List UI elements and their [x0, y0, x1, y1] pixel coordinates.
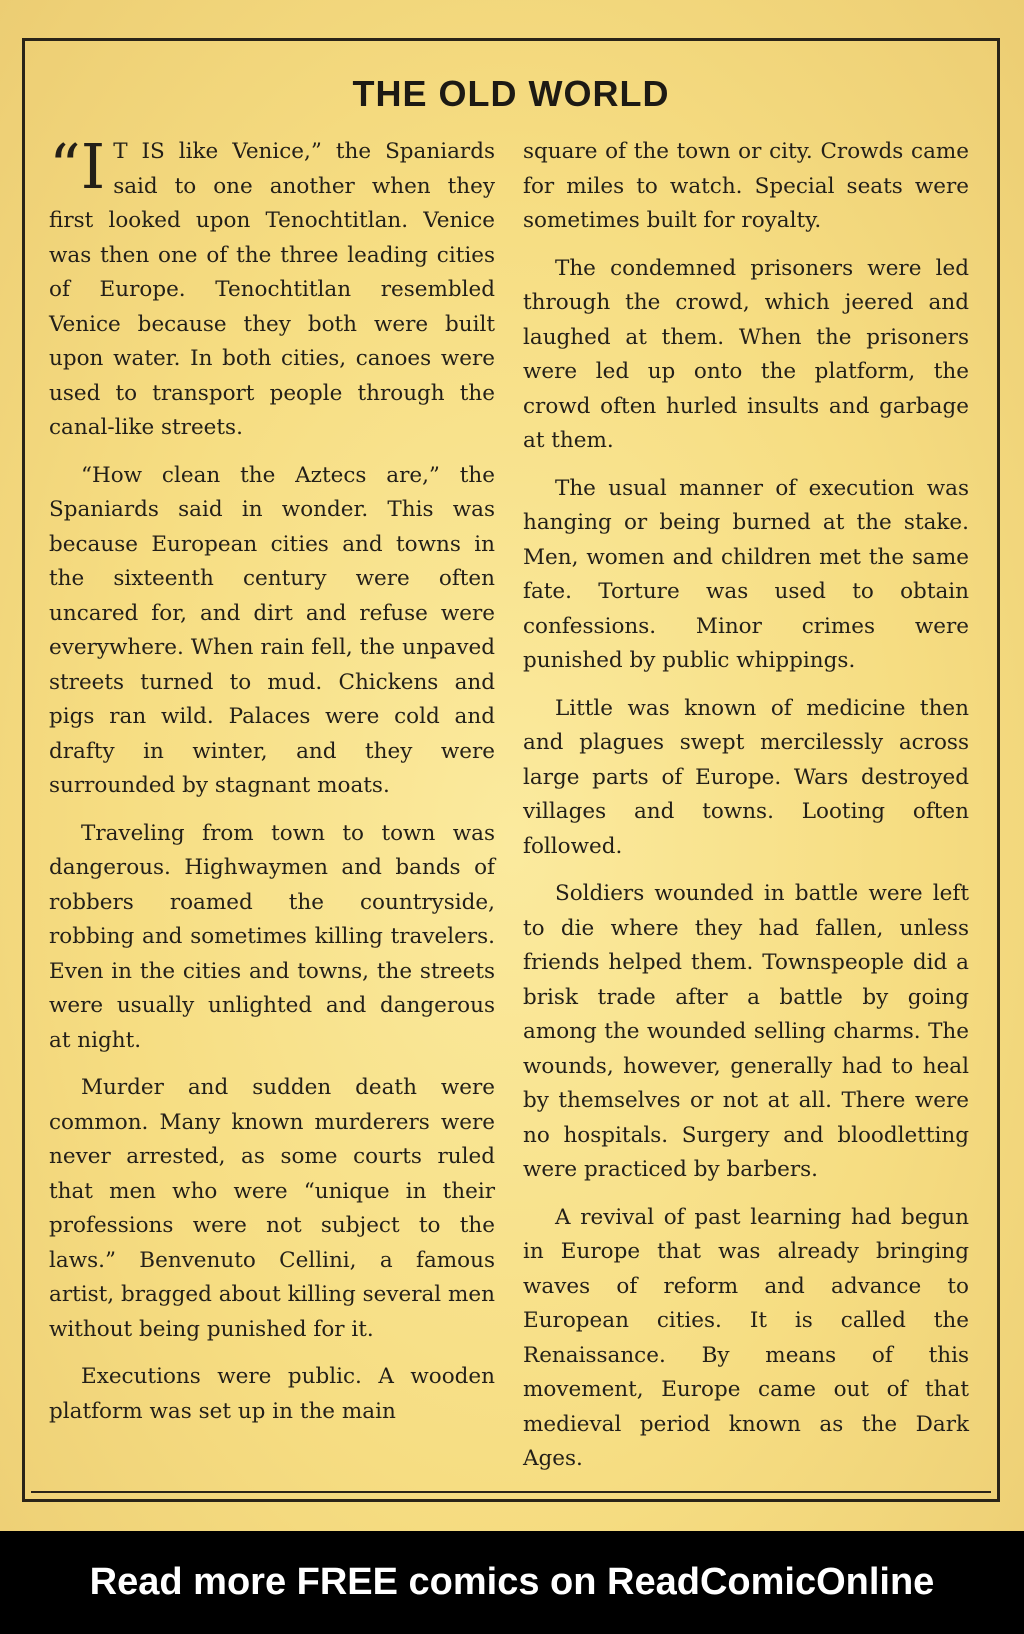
paragraph-text: T IS like Venice,” the Spaniards said to one another when they first looked upon Tenochtitlan. Venice was then one of the three leading cities of Europe. Tenochtitlan resembled Venice because they both were built upon water. In both cities, canoes were used to transport people through the canal-like streets.: [49, 139, 495, 440]
paragraph: Murder and sudden death were common. Many known murderers were never arrested, as some courts ruled that men who were “unique in their professions were not subject to the laws.” Benvenuto Cellini, a famous artist, bragged about killing several men without being punished for it.: [49, 1075, 495, 1342]
promo-banner[interactable]: [0, 1531, 1024, 1634]
paragraph: The usual manner of execution was hanging or being burned at the stake. Men, women and children met the same fate. Torture was used to obtain confessions. Minor crimes were punished by public whippings.: [523, 475, 969, 673]
left-column: [49, 130, 495, 1442]
paragraph: Little was known of medicine then and plagues swept mercilessly across large parts of Europe. Wars destroyed villages and towns. Looting often followed.: [523, 695, 969, 859]
right-column: [523, 135, 969, 1490]
drop-cap: “I: [49, 130, 106, 203]
paragraph: Soldiers wounded in battle were left to die where they had fallen, unless friends helped them. Townspeople did a brisk trade after a battle by going among the wounded selling charms. The wounds, however, generally had to heal by themselves or not at all. There were no hospitals. Surgery and bloodletting were practiced by barbers.: [523, 881, 969, 1182]
article-frame: [22, 38, 1000, 1502]
promo-banner-text[interactable]: Read more FREE comics on ReadComicOnline: [89, 1561, 935, 1603]
paragraph: A revival of past learning had begun in Europe that was already bringing waves of reform and advance to European cities. It is called the Renaissance. By means of this movement, Europe came out of that medieval period known as the Dark Ages.: [523, 1204, 969, 1471]
article-title: THE OLD WORLD: [352, 73, 670, 114]
paragraph: [49, 130, 495, 446]
paragraph: Traveling from town to town was dangerous. Highwaymen and bands of robbers roamed the countryside, robbing and sometimes killing travelers. Even in the cities and towns, the streets were usually unlighted and dangerous at night.: [49, 820, 495, 1053]
paragraph: square of the town or city. Crowds came for miles to watch. Special seats were sometimes built for royalty.: [523, 139, 969, 233]
paragraph: Executions were public. A wooden platform was set up in the main: [49, 1364, 495, 1424]
paragraph: The condemned prisoners were led through the crowd, which jeered and laughed at them. When the prisoners were led up onto the platform, the crowd often hurled insults and garbage at them.: [523, 255, 969, 453]
paragraph: “How clean the Aztecs are,” the Spaniards said in wonder. This was because European cities and towns in the sixteenth century were often uncared for, and dirt and refuse were everywhere. When rain fell, the unpaved streets turned to mud. Chickens and pigs ran wild. Palaces were cold and drafty in winter, and they were surrounded by stagnant moats.: [49, 462, 495, 798]
